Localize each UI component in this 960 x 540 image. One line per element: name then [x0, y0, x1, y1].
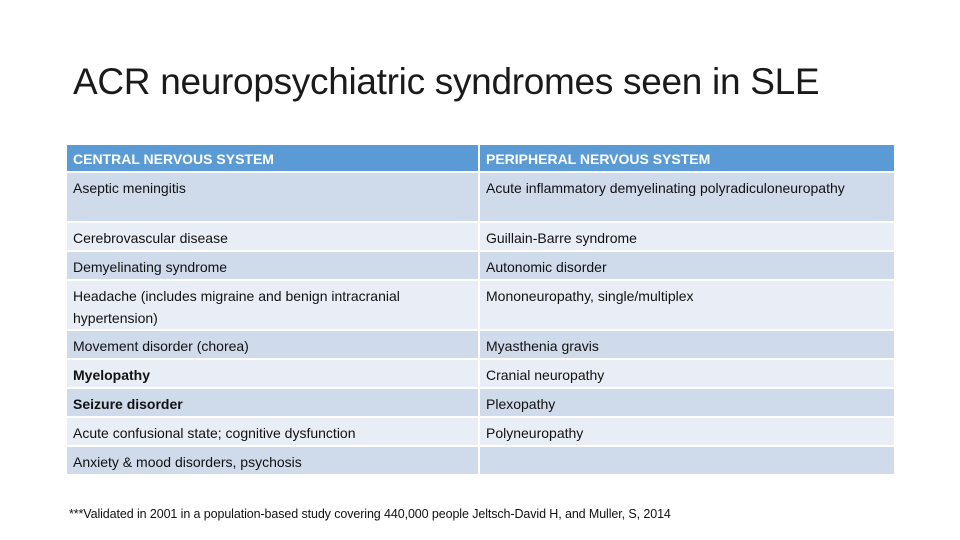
table-row [67, 389, 894, 418]
table-row [67, 173, 894, 223]
pns-cell: Polyneuropathy [480, 418, 894, 447]
table-row [67, 252, 894, 281]
pns-cell: Cranial neuropathy [480, 360, 894, 389]
pns-cell: Myasthenia gravis [480, 331, 894, 360]
cns-cell: Seizure disorder [67, 389, 480, 418]
cns-cell: Headache (includes migraine and benign intracranial hypertension) [67, 281, 480, 331]
syndromes-table [67, 145, 894, 476]
pns-cell: Guillain-Barre syndrome [480, 223, 894, 252]
table-row [67, 360, 894, 389]
cns-cell: Movement disorder (chorea) [67, 331, 480, 360]
slide-title: ACR neuropsychiatric syndromes seen in SLE [73, 61, 820, 102]
cns-cell: Acute confusional state; cognitive dysfunction [67, 418, 480, 447]
pns-cell: Mononeuropathy, single/multiplex [480, 281, 894, 331]
pns-cell: Acute inflammatory demyelinating polyradiculoneuropathy [480, 173, 894, 223]
cns-cell: Aseptic meningitis [67, 173, 480, 223]
pns-cell: Autonomic disorder [480, 252, 894, 281]
table-row [67, 331, 894, 360]
pns-cell: Plexopathy [480, 389, 894, 418]
table-row [67, 223, 894, 252]
header-pns: PERIPHERAL NERVOUS SYSTEM [480, 145, 894, 173]
footnote-citation: ***Validated in 2001 in a population-based study covering 440,000 people Jeltsch-David H, and Muller, S, 2014 [69, 507, 671, 521]
table-row [67, 418, 894, 447]
cns-cell: Cerebrovascular disease [67, 223, 480, 252]
table-row [67, 281, 894, 331]
cns-cell: Demyelinating syndrome [67, 252, 480, 281]
table-header-row [67, 145, 894, 173]
pns-cell [480, 447, 894, 476]
table-row [67, 447, 894, 476]
header-cns: CENTRAL NERVOUS SYSTEM [67, 145, 480, 173]
cns-cell: Myelopathy [67, 360, 480, 389]
cns-cell: Anxiety & mood disorders, psychosis [67, 447, 480, 476]
